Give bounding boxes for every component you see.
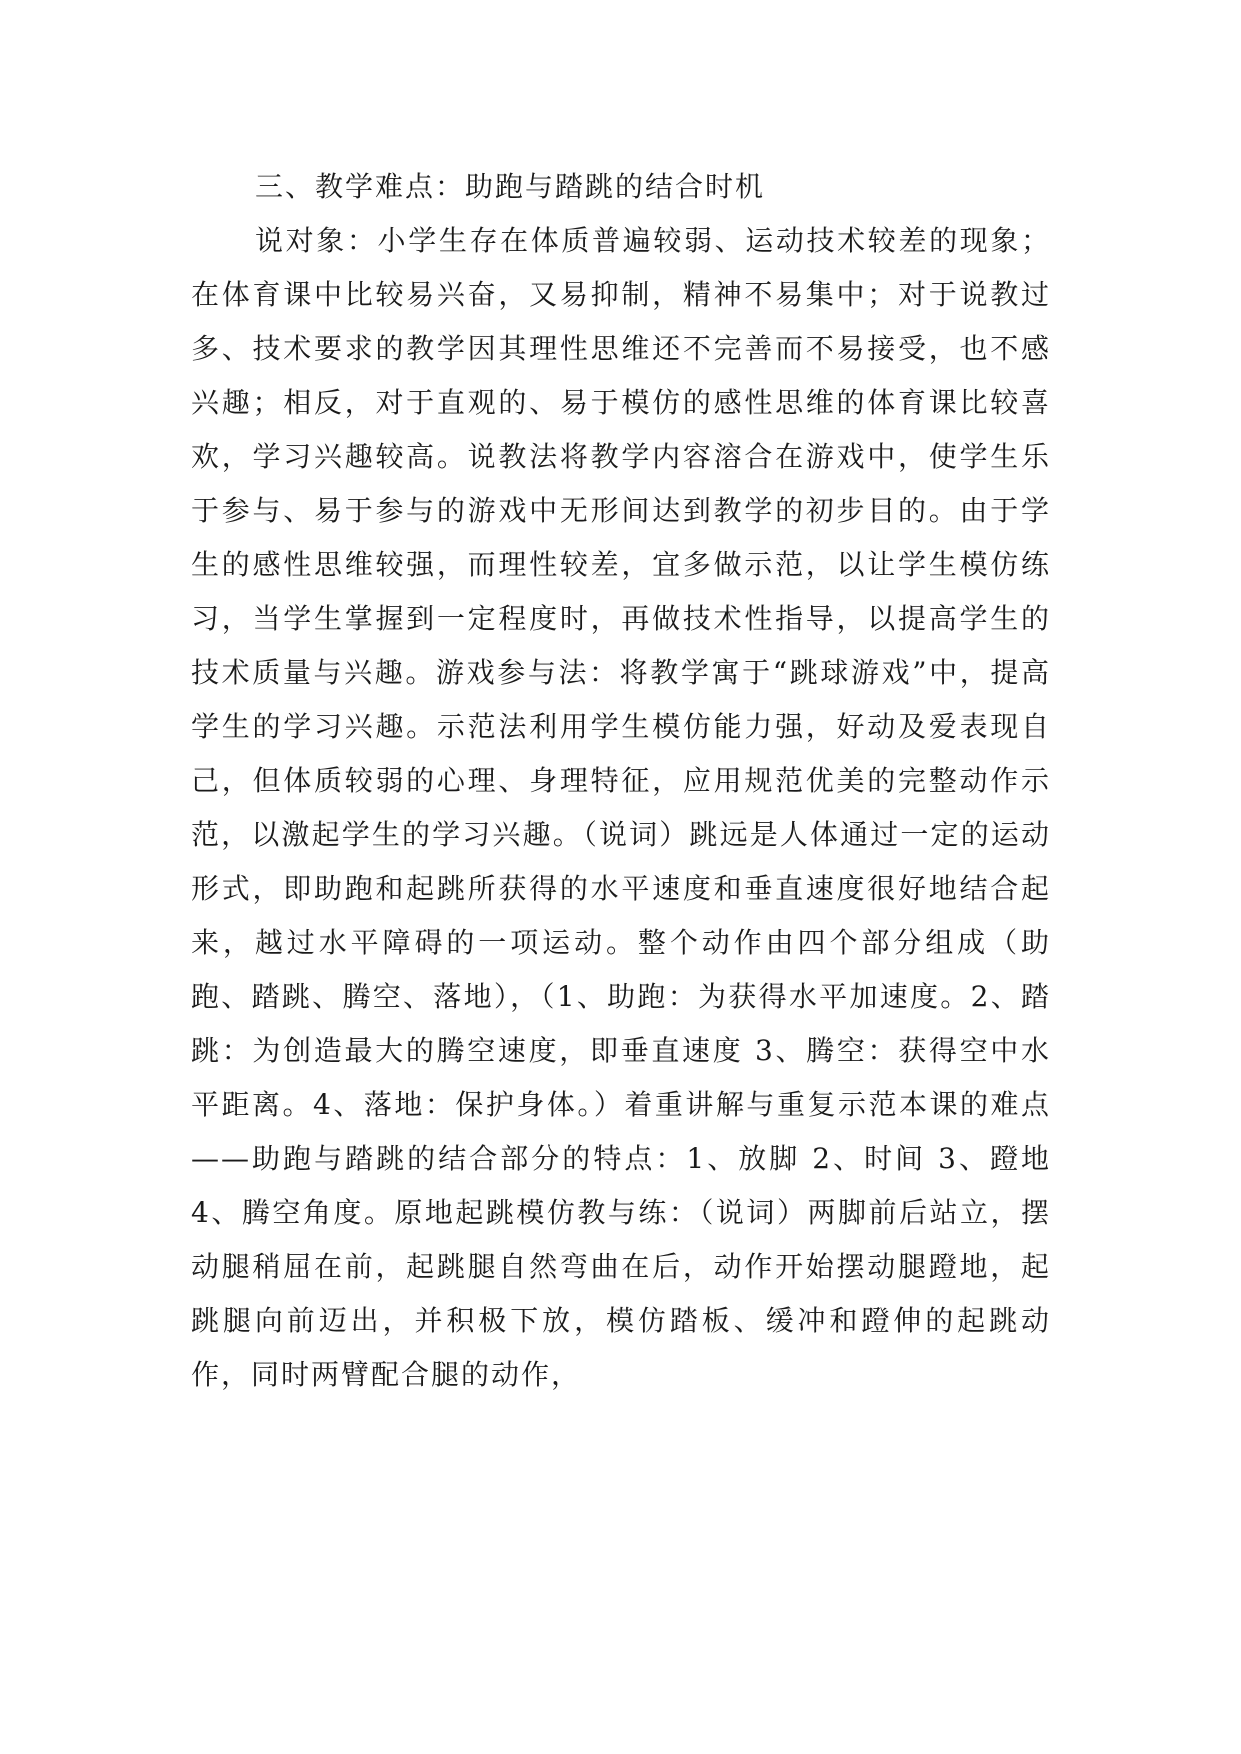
body-paragraph: 说对象：小学生存在体质普遍较弱、运动技术较差的现象；在体育课中比较易兴奋，又易抑制，精神不易集中；对于说教过多、技术要求的教学因其理性思维还不完善而不易接受，也不感兴趣；相反，对于直观的、易于模仿的感性思维的体育课比较喜欢，学习兴趣较高。说教法将教学内容溶合在游戏中，使学生乐于参与、易于参与的游戏中无形间达到教学的初步目的。由于学生的感性思维较强，而理性较差，宜多做示范，以让学生模仿练习，当学生掌握到一定程度时，再做技术性指导，以提高学生的技术质量与兴趣。游戏参与法：将教学寓于“跳球游戏”中，提高学生的学习兴趣。示范法利用学生模仿能力强，好动及爱表现自己，但体质较弱的心理、身理特征，应用规范优美的完整动作示范，以激起学生的学习兴趣。（说词）跳远是人体通过一定的运动形式，即助跑和起跳所获得的水平速度和垂直速度很好地结合起来，越过水平障碍的一项运动。整个动作由四个部分组成（助跑、踏跳、腾空、落地），（1、助跑：为获得水平加速度。2、踏跳：为创造最大的腾空速度，即垂直速度 3、腾空：获得空中水平距离。4、落地：保护身体。）着重讲解与重复示范本课的难点——助跑与踏跳的结合部分的特点：1、放脚 2、时间 3、蹬地 4、腾空角度。原地起跳模仿教与练：（说词）两脚前后站立，摆动腿稍屈在前，起跳腿自然弯曲在后，动作开始摆动腿蹬地，起跳腿向前迈出，并积极下放，模仿踏板、缓冲和蹬伸的起跳动作，同时两臂配合腿的动作， <box>191 224 1051 1391</box>
document-body <box>191 160 1051 1402</box>
section-heading: 三、教学难点：助跑与踏跳的结合时机 <box>255 170 766 203</box>
